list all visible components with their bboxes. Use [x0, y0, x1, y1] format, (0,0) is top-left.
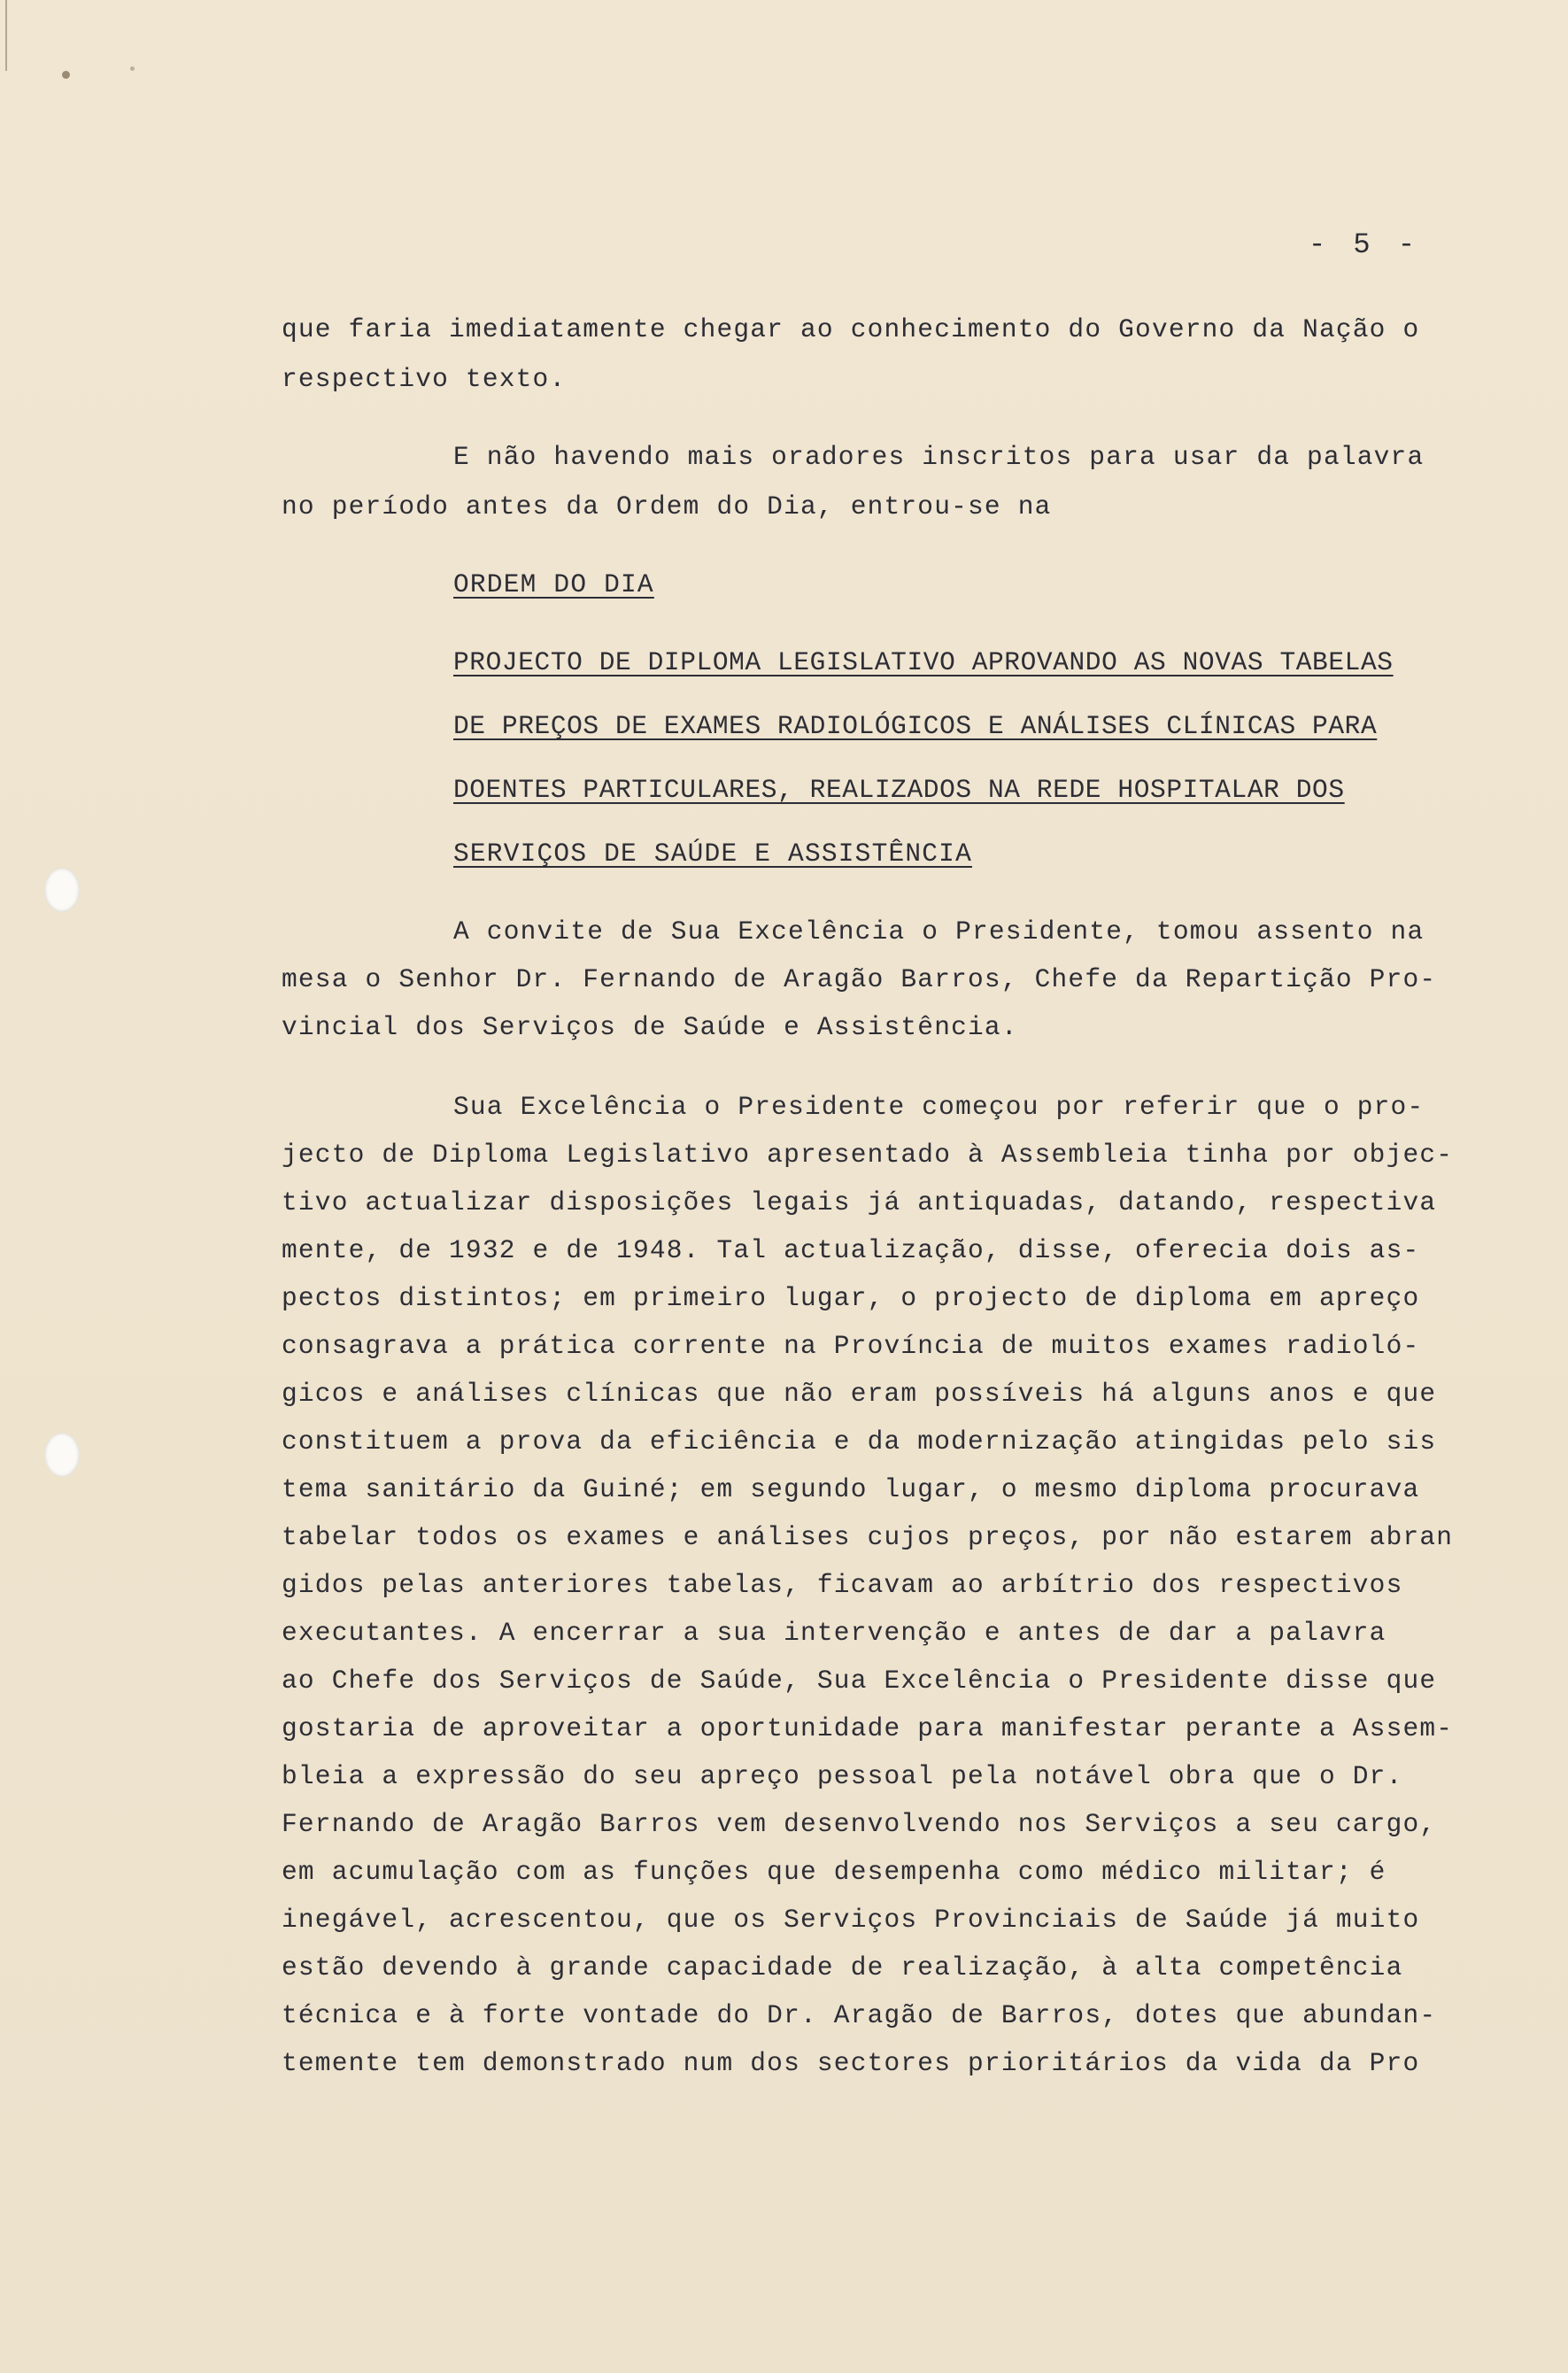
text-line: E não havendo mais oradores inscritos para usar da palavra [453, 442, 1425, 472]
paper-speck [62, 71, 70, 79]
text-line: tivo actualizar disposições legais já antiquadas, datando, respectiva [282, 1187, 1437, 1217]
text-line: consagrava a prática corrente na Província de muitos exames radioló- [282, 1331, 1420, 1361]
project-title-line: SERVIÇOS DE SAÚDE E ASSISTÊNCIA [453, 839, 972, 869]
text-line: mesa o Senhor Dr. Fernando de Aragão Barros, Chefe da Repartição Pro- [282, 964, 1437, 994]
project-title-line: PROJECTO DE DIPLOMA LEGISLATIVO APROVANDO AS NOVAS TABELAS [453, 647, 1394, 677]
punch-hole-top [44, 868, 80, 912]
text-line: técnica e à forte vontade do Dr. Aragão de Barros, dotes que abundan- [282, 2000, 1437, 2030]
project-title-line: DE PREÇOS DE EXAMES RADIOLÓGICOS E ANÁLISES CLÍNICAS PARA [453, 711, 1378, 741]
text-line: A convite de Sua Excelência o Presidente, tomou assento na [453, 916, 1425, 947]
text-line: no período antes da Ordem do Dia, entrou-se na [282, 491, 1052, 522]
text-line: mente, de 1932 e de 1948. Tal actualização, disse, oferecia dois as- [282, 1235, 1420, 1265]
text-line: constituem a prova da eficiência e da modernização atingidas pelo sis [282, 1426, 1437, 1457]
text-line: pectos distintos; em primeiro lugar, o projecto de diploma em apreço [282, 1283, 1420, 1313]
text-line: gidos pelas anteriores tabelas, ficavam ao arbítrio dos respectivos [282, 1570, 1403, 1600]
text-line: ao Chefe dos Serviços de Saúde, Sua Excelência o Presidente disse que [282, 1666, 1437, 1696]
text-line: bleia a expressão do seu apreço pessoal pela notável obra que o Dr. [282, 1761, 1403, 1791]
paper-edge-mark [5, 0, 7, 71]
text-line: executantes. A encerrar a sua intervenção e antes de dar a palavra [282, 1618, 1386, 1648]
project-title-line: DOENTES PARTICULARES, REALIZADOS NA REDE HOSPITALAR DOS [453, 775, 1345, 805]
text-line: jecto de Diploma Legislativo apresentado à Assembleia tinha por objec- [282, 1140, 1454, 1170]
punch-hole-bottom [44, 1433, 80, 1477]
text-line: inegável, acrescentou, que os Serviços Provinciais de Saúde já muito [282, 1905, 1420, 1935]
text-line: gostaria de aproveitar a oportunidade para manifestar perante a Assem- [282, 1713, 1454, 1743]
text-line: estão devendo à grande capacidade de realização, à alta competência [282, 1952, 1403, 1983]
paper-speck [130, 66, 135, 71]
text-line: Fernando de Aragão Barros vem desenvolvendo nos Serviços a seu cargo, [282, 1809, 1437, 1839]
text-line: tema sanitário da Guiné; em segundo lugar, o mesmo diploma procurava [282, 1474, 1420, 1504]
section-title: ORDEM DO DIA [453, 569, 654, 599]
page-number: - 5 - [1309, 228, 1421, 261]
text-line: que faria imediatamente chegar ao conhecimento do Governo da Nação o [282, 314, 1420, 344]
text-line: vincial dos Serviços de Saúde e Assistência. [282, 1012, 1018, 1042]
text-line: temente tem demonstrado num dos sectores prioritários da vida da Pro [282, 2048, 1420, 2078]
text-line: Sua Excelência o Presidente começou por referir que o pro- [453, 1092, 1425, 1122]
text-line: em acumulação com as funções que desempenha como médico militar; é [282, 1857, 1386, 1887]
text-line: gicos e análises clínicas que não eram possíveis há alguns anos e que [282, 1379, 1437, 1409]
text-line: tabelar todos os exames e análises cujos preços, por não estarem abran [282, 1522, 1454, 1552]
text-line: respectivo texto. [282, 364, 567, 394]
